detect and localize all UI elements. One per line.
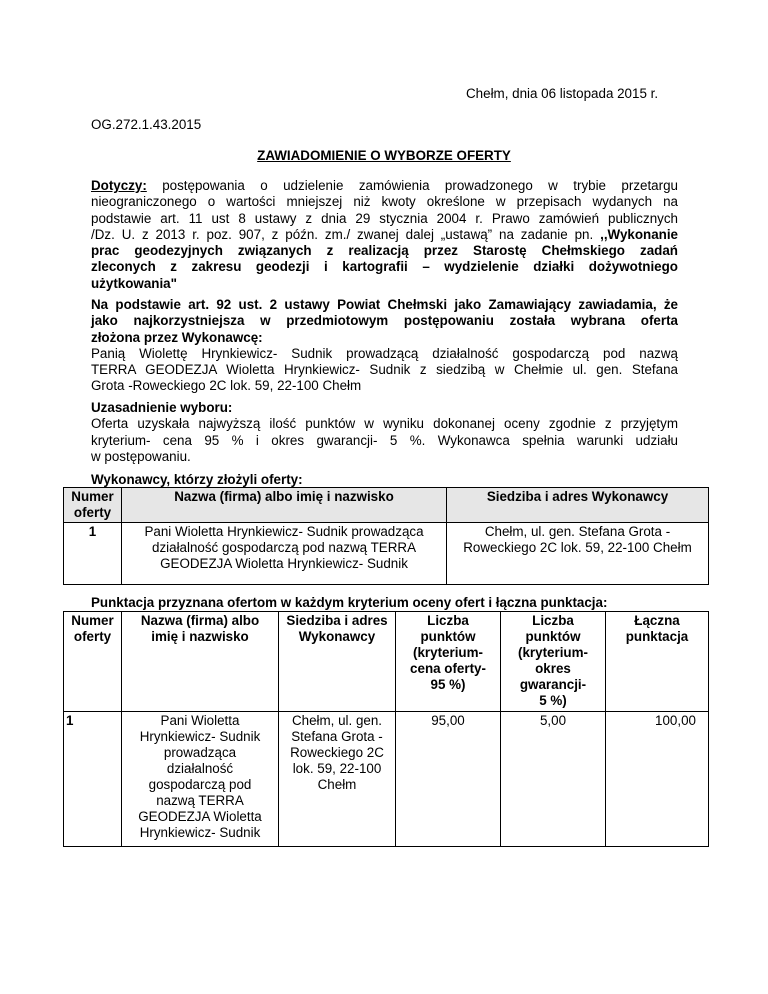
scores-header-price: Liczba punktów (kryterium- cena oferty- 95 %)	[396, 612, 501, 712]
scores-cell-address: Chełm, ul. gen. Stefana Grota - Roweckiego 2C lok. 59, 22-100 Chełm	[279, 712, 396, 847]
table-row	[64, 712, 709, 847]
scores-cell-total: 100,00	[606, 712, 709, 847]
scores-header-number: Numer oferty	[64, 612, 122, 712]
concerns-line-7: użytkowania"	[91, 275, 177, 291]
scores-heading: Punktacja przyznana ofertom w każdym kryterium oceny ofert i łączna punktacja:	[91, 595, 608, 610]
justification-heading: Uzasadnienie wyboru:	[91, 400, 233, 415]
concerns-line-6: zleconych z zakresu geodezji i kartografii – wydzielenie działki dożywotniego	[91, 259, 678, 275]
scores-cell-price: 95,00	[396, 712, 501, 847]
justification-paragraph	[91, 400, 678, 465]
scores-cell-warranty: 5,00	[501, 712, 606, 847]
offers-cell-number: 1	[64, 523, 122, 585]
justification-line-2: kryterium- cena 95 % i okres gwarancji- 5 %. Wykonawca spełnia warunki udziału	[91, 432, 678, 448]
decision-line-3: złożona przez Wykonawcę:	[91, 329, 263, 345]
justification-line-1: Oferta uzyskała najwyższą ilość punktów w wyniku dokonanej oceny zgodnie z przyjętym	[91, 416, 678, 432]
decision-line-4: Panią Wiolettę Hrynkiewicz- Sudnik prowadzącą działalność gospodarczą pod nazwą	[91, 345, 678, 361]
offers-header-name: Nazwa (firma) albo imię i nazwisko	[122, 488, 447, 523]
concerns-line-3: podstawie art. 11 ust 8 ustawy z dnia 29 stycznia 2004 r. Prawo zamówień publicznych	[91, 210, 678, 226]
decision-line-5: TERRA GEODEZJA Wioletta Hrynkiewicz- Sudnik z siedzibą w Chełmie ul. gen. Stefana	[91, 362, 678, 378]
document-title: ZAWIADOMIENIE O WYBORZE OFERTY	[257, 148, 511, 163]
decision-line-2: jako najkorzystniejsza w przedmiotowym postępowaniu została wybrana oferta	[91, 313, 678, 329]
decision-line-1: Na podstawie art. 92 ust. 2 ustawy Powiat Chełmski jako Zamawiający zawiadamia, że	[91, 297, 678, 312]
scores-cell-name: Pani Wioletta Hrynkiewicz- Sudnik prowadząca działalność gospodarczą pod nazwą TERRA GEODEZJA Wioletta Hrynkiewicz- Sudnik	[122, 712, 279, 847]
date-line: Chełm, dnia 06 listopada 2015 r.	[466, 86, 659, 101]
offers-cell-name: Pani Wioletta Hrynkiewicz- Sudnik prowadząca działalność gospodarczą pod nazwą TERRA GEODEZJA Wioletta Hrynkiewicz- Sudnik	[122, 523, 447, 585]
offers-header-address: Siedziba i adres Wykonawcy	[447, 488, 709, 523]
table-row	[64, 523, 709, 585]
justification-line-3: w postępowaniu.	[91, 448, 191, 464]
scores-header-warranty: Liczba punktów (kryterium- okres gwarancji- 5 %)	[501, 612, 606, 712]
concerns-line-4: /Dz. U. z 2013 r. poz. 907, z późn. zm./ zwanej dalej „ustawą” na zadanie pn. ,,Wykonanie	[91, 226, 678, 242]
offers-header-number: Numer oferty	[64, 488, 122, 523]
concerns-line-2: nieograniczonego o wartości mniejszej niż kwoty określone w przepisach wydanych na	[91, 194, 678, 210]
reference-number: OG.272.1.43.2015	[91, 117, 202, 132]
scores-header-total: Łączna punktacja	[606, 612, 709, 712]
concerns-line-5: prac geodezyjnych związanych z realizacją przez Starostę Chełmskiego zadań	[91, 243, 678, 259]
scores-header-name: Nazwa (firma) albo imię i nazwisko	[122, 612, 279, 712]
concerns-paragraph	[91, 178, 678, 292]
offers-table	[63, 487, 709, 585]
decision-line-6: Grota -Roweckiego 2C lok. 59, 22-100 Chełm	[91, 378, 362, 394]
offers-cell-address: Chełm, ul. gen. Stefana Grota - Roweckiego 2C lok. 59, 22-100 Chełm	[447, 523, 709, 585]
scores-header-address: Siedziba i adres Wykonawcy	[279, 612, 396, 712]
scores-cell-number: 1	[64, 712, 122, 847]
offers-heading: Wykonawcy, którzy złożyli oferty:	[91, 472, 303, 487]
decision-paragraph	[91, 297, 678, 395]
scores-table	[63, 611, 709, 847]
concerns-line-1: Dotyczy: postępowania o udzielenie zamówienia prowadzonego w trybie przetargu	[91, 178, 678, 193]
concerns-label: Dotyczy:	[91, 178, 147, 193]
